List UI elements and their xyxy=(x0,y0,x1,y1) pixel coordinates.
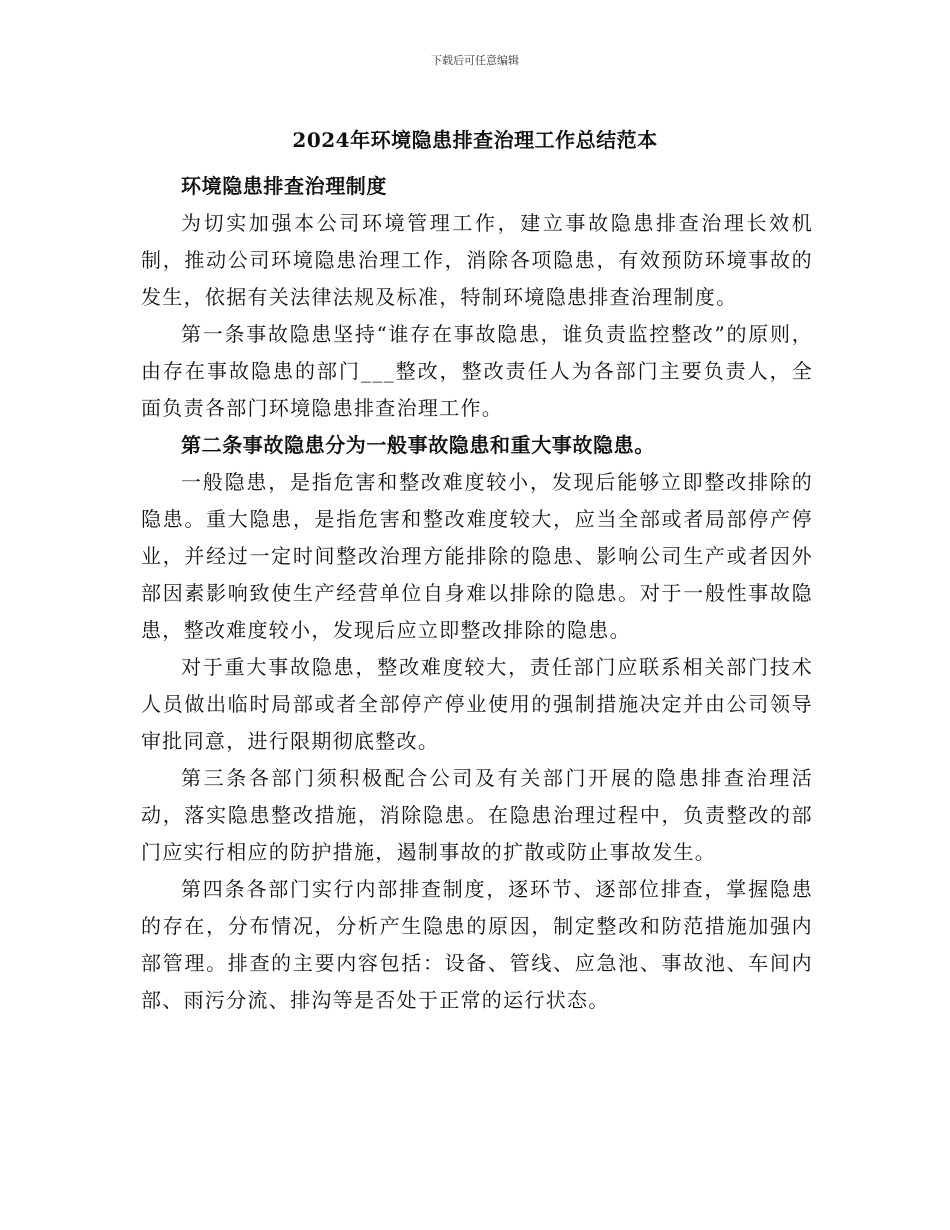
paragraph-article-4: 第四条各部门实行内部排查制度，逐环节、逐部位排查，掌握隐患的存在，分布情况，分析产生隐患的原因，制定整改和防范措施加强内部管理。排查的主要内容包括：设备、管线、应急池、事故池、车间内部、雨污分流、排沟等是否处于正常的运行状态。 xyxy=(141,877,813,1012)
document-body xyxy=(141,168,813,1019)
paragraph-intro: 为切实加强本公司环境管理工作，建立事故隐患排查治理长效机制，推动公司环境隐患治理工作，消除各项隐患，有效预防环境事故的发生，依据有关法律法规及标准，特制环境隐患排查治理制度。 xyxy=(141,211,813,309)
section-heading: 环境隐患排查治理制度 xyxy=(181,174,387,198)
header-note: 下载后可任意编辑 xyxy=(431,54,519,67)
paragraph-article-1: 第一条事故隐患坚持“谁存在事故隐患，谁负责监控整改”的原则，由存在事故隐患的部门___整改，整改责任人为各部门主要负责人，全面负责各部门环境隐患排查治理工作。 xyxy=(141,322,813,420)
paragraph-article-2: 第二条事故隐患分为一般事故隐患和重大事故隐患。 xyxy=(181,433,655,457)
paragraph-major-hazard: 对于重大事故隐患，整改难度较大，责任部门应联系相关部门技术人员做出临时局部或者全部停产停业使用的强制措施决定并由公司领导审批同意，进行限期彻底整改。 xyxy=(141,655,813,753)
paragraph-general-hazard: 一般隐患，是指危害和整改难度较小，发现后能够立即整改排除的隐患。重大隐患，是指危害和整改难度较大，应当全部或者局部停产停业，并经过一定时间整改治理方能排除的隐患、影响公司生产或者因外部因素影响致使生产经营单位自身难以排除的隐患。对于一般性事故隐患，整改难度较小，发现后应立即整改排除的隐患。 xyxy=(141,470,813,642)
document-title: 2024年环境隐患排查治理工作总结范本 xyxy=(292,128,658,152)
paragraph-article-3: 第三条各部门须积极配合公司及有关部门开展的隐患排查治理活动，落实隐患整改措施，消除隐患。在隐患治理过程中，负责整改的部门应实行相应的防护措施，遏制事故的扩散或防止事故发生。 xyxy=(141,766,813,864)
